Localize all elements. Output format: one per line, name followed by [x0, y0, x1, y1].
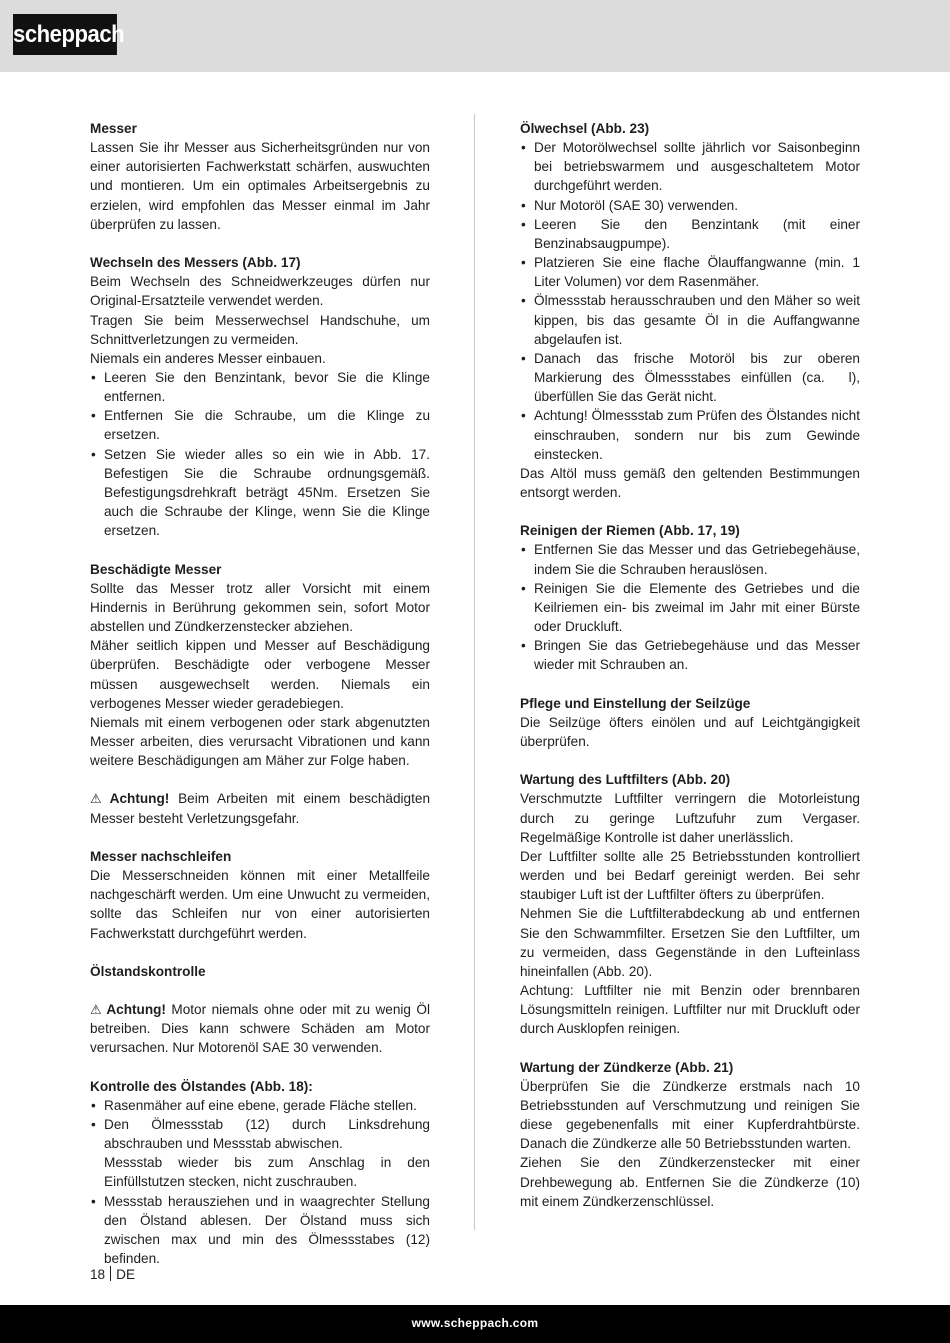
paragraph: Niemals mit einem verbogenen oder stark abgenutzten Messer arbeiten, dies verursacht Vibrationen und kann weitere Beschädigungen am Mäher zur Folge haben. — [90, 714, 430, 769]
section-oelwechsel — [520, 119, 860, 502]
section-heading: Wechseln des Messers (Abb. 17) — [90, 255, 301, 271]
paragraph: Mäher seitlich kippen und Messer auf Beschädigung überprüfen. Beschädigte oder verbogene Messer müssen ausgewechselt werden. Niemals ein verbogenes Messer wieder geradebiegen. — [90, 638, 430, 711]
section-heading: Ölstandskontrolle — [90, 963, 206, 979]
list-item: • Ölmessstab herausschrauben und den Mäher so weit kippen, bis das gesamte Öl in die Auffangwanne abgelaufen ist. — [520, 291, 860, 348]
right-column — [520, 119, 860, 1230]
footer-url: www.scheppach.com — [411, 1316, 539, 1330]
warning-text: Beim Arbeiten mit einem beschädigten Messer besteht Verletzungsgefahr. — [90, 791, 431, 826]
list-item: • Entfernen Sie die Schraube, um die Klinge zu ersetzen. — [90, 406, 430, 444]
section-messer — [90, 119, 430, 234]
list-item-continuation: Messstab wieder bis zum Anschlag in den Einfüllstutzen stecken, nicht zuschrauben. — [104, 1155, 430, 1190]
page-number — [90, 1266, 135, 1282]
paragraph: Nehmen Sie die Luftfilterabdeckung ab und entfernen Sie den Schwammfilter. Ersetzen Sie den Luftfilter, um zu vermeiden, dass Gegenstände in den Lufteinlass hineinfallen (Abb. 20). — [520, 906, 860, 979]
section-heading: Wartung des Luftfilters (Abb. 20) — [520, 772, 731, 788]
brand-logo: scheppach — [13, 14, 117, 55]
list-item: • Bringen Sie das Getriebegehäuse und das Messer wieder mit Schrauben an. — [520, 636, 860, 674]
paragraph: Sollte das Messer trotz aller Vorsicht mit einem Hindernis in Berührung gekommen sein, sofort Motor abstellen und Zündkerzenstecker abziehen. — [90, 580, 430, 635]
left-column — [90, 119, 430, 1287]
paragraph: Die Messerschneiden können mit einer Metallfeile nachgeschärft werden. Um eine Unwucht zu vermeiden, sollte das Schleifen nur von einer autorisierten Fachwerkstatt durchgeführt werden. — [90, 868, 430, 941]
section-heading: Pflege und Einstellung der Seilzüge — [520, 695, 751, 711]
list-item: • Nur Motoröl (SAE 30) verwenden. — [520, 196, 860, 215]
paragraph: Der Luftfilter sollte alle 25 Betriebsstunden kontrolliert werden und bei Bedarf gereinigt werden. Bei sehr staubiger Luft ist der Luftfilter öfters zu überprüfen. — [520, 848, 860, 903]
list-item: • Reinigen Sie die Elemente des Getriebes und die Keilriemen ein- bis zweimal im Jahr mit einer Bürste oder Druckluft. — [520, 579, 860, 636]
section-beschaedigte-messer — [90, 560, 430, 771]
list-item-text: l), überfüllen Sie das Gerät nicht. — [534, 370, 860, 405]
warning-icon: ⚠ — [90, 791, 107, 807]
bullet-list — [90, 1096, 430, 1153]
header-bar — [0, 0, 950, 72]
bullet-list — [90, 368, 430, 540]
list-item: • Platzieren Sie eine flache Ölauffangwanne (min. 1 Liter Volumen) vor dem Rasenmäher. — [520, 253, 860, 291]
paragraph: Die Seilzüge öfters einölen und auf Leichtgängigkeit überprüfen. — [520, 714, 860, 749]
bullet-list — [520, 138, 860, 464]
warning-text: Motor niemals ohne oder mit zu wenig Öl betreiben. Dies kann schwere Schäden am Motor verursachen. Nur Motorenöl SAE 30 verwenden. — [90, 1002, 431, 1056]
section-kontrolle-des-oelstandes — [90, 1077, 430, 1269]
column-divider — [474, 114, 475, 1230]
paragraph: Achtung: Luftfilter nie mit Benzin oder brennbaren Lösungsmitteln reinigen. Luftfilter nur mit Druckluft oder durch Ausklopfen reinigen. — [520, 982, 860, 1037]
page-number-value: 18 — [90, 1267, 106, 1282]
section-heading: Kontrolle des Ölstandes (Abb. 18): — [90, 1078, 313, 1094]
section-wartung-luftfilter — [520, 770, 860, 1038]
section-wartung-zuendkerze — [520, 1058, 860, 1211]
paragraph: Tragen Sie beim Messerwechsel Handschuhe, um Schnittverletzungen zu vermeiden. — [90, 312, 430, 347]
section-heading: Messer nachschleifen — [90, 848, 232, 864]
bullet-list — [520, 540, 860, 674]
paragraph: Überprüfen Sie die Zündkerze erstmals nach 10 Betriebsstunden auf Verschmutzung und reinigen Sie diese gegebenenfalls mit einer Kupferdrahtbürste. Danach die Zündkerze alle 50 Betriebsstunden warten. — [520, 1078, 860, 1152]
section-oelstandskontrolle — [90, 962, 430, 981]
section-heading: Ölwechsel (Abb. 23) — [520, 121, 650, 136]
list-item-text: Danach das frische Motoröl bis zur oberen Markierung des Ölmessstabes einfüllen (ca. — [534, 350, 860, 386]
list-item: • Achtung! Ölmessstab zum Prüfen des Ölstandes nicht einschrauben, sondern nur bis zum Gewinde einstecken. — [520, 406, 860, 463]
section-wechseln-des-messers — [90, 253, 430, 540]
paragraph: Ziehen Sie den Zündkerzenstecker mit einer Drehbewegung ab. Entfernen Sie die Zündkerze (10) mit einem Zündkerzenschlüssel. — [520, 1155, 860, 1209]
list-item: • Leeren Sie den Benzintank (mit einer Benzinabsaugpumpe). — [520, 215, 860, 253]
bullet-list — [90, 1192, 430, 1269]
list-item: • Setzen Sie wieder alles so ein wie in Abb. 17. Befestigen Sie die Schraube ordnungsgemäß. Befestigungsdrehkraft beträgt 45Nm. Ersetzen Sie auch die Schraube der Klinge, wenn Sie die Klinge ersetzen. — [90, 445, 430, 541]
list-item: • Den Ölmessstab (12) durch Linksdrehung abschrauben und Messstab abwischen. — [90, 1115, 430, 1153]
warning-note — [90, 1000, 430, 1057]
paragraph: Verschmutzte Luftfilter verringern die Motorleistung durch zu geringe Luftzufuhr zum Vergaser. Regelmäßige Kontrolle ist daher unerlässlich. — [520, 791, 860, 845]
warning-note — [90, 789, 430, 827]
list-item: • Leeren Sie den Benzintank, bevor Sie die Klinge entfernen. — [90, 368, 430, 406]
section-heading: Wartung der Zündkerze (Abb. 21) — [520, 1059, 734, 1075]
section-messer-nachschleifen — [90, 847, 430, 943]
language-code: DE — [116, 1267, 136, 1282]
list-item: • Rasenmäher auf eine ebene, gerade Fläche stellen. — [90, 1096, 430, 1115]
warning-label: Achtung! — [109, 791, 170, 807]
section-reinigen-der-riemen — [520, 521, 860, 674]
list-item — [520, 349, 860, 406]
section-heading: Reinigen der Riemen (Abb. 17, 19) — [520, 523, 740, 539]
section-heading: Messer — [90, 121, 137, 136]
section-pflege-seilzuege — [520, 694, 860, 751]
warning-label: Achtung! — [106, 1002, 166, 1018]
paragraph: Niemals ein anderes Messer einbauen. — [90, 350, 326, 366]
section-heading: Beschädigte Messer — [90, 561, 222, 577]
footer-bar — [0, 1305, 950, 1343]
list-item: • Messstab herausziehen und in waagrechter Stellung den Ölstand ablesen. Der Ölstand muss sich zwischen max und min des Ölmessstabes (12) befinden. — [90, 1192, 430, 1269]
list-item: • Der Motorölwechsel sollte jährlich vor Saisonbeginn bei betriebswarmem und ausgeschaltetem Motor durchgeführt werden. — [520, 138, 860, 195]
page-number-separator — [110, 1266, 111, 1281]
paragraph: Lassen Sie ihr Messer aus Sicherheitsgründen nur von einer autorisierten Fachwerkstatt schärfen, auswuchten und montieren. Um ein optimales Arbeitsergebnis zu erzielen, wird empfohlen das Messer einmal im Jahr überprüfen zu lassen. — [90, 140, 430, 232]
list-item: • Entfernen Sie das Messer und das Getriebegehäuse, indem Sie die Schrauben herauslösen. — [520, 540, 860, 578]
warning-icon: ⚠ — [90, 1002, 104, 1018]
paragraph: Beim Wechseln des Schneidwerkzeuges dürfen nur Original-Ersatzteile verwendet werden. — [90, 274, 430, 309]
paragraph: Das Altöl muss gemäß den geltenden Bestimmungen entsorgt werden. — [520, 465, 860, 500]
